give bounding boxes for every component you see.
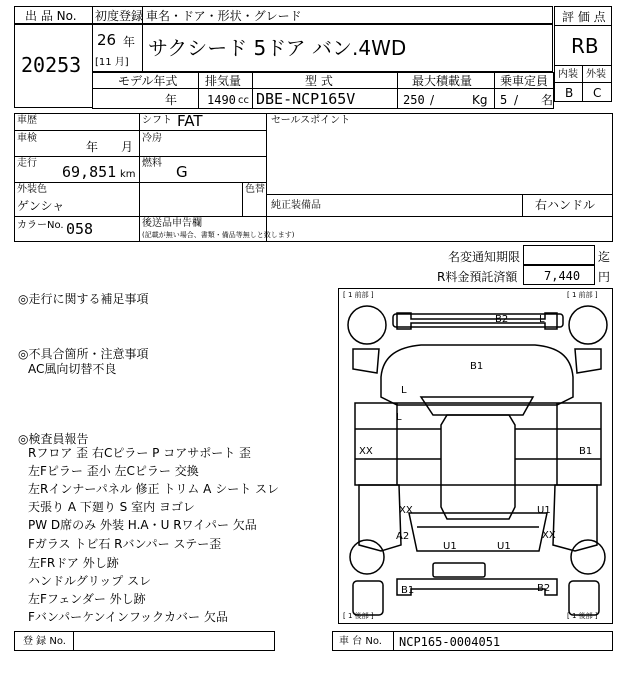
roof-shape: [441, 415, 515, 519]
sales-point-label: セールスポイント: [271, 115, 351, 126]
color-value: ゲンシャ: [17, 199, 65, 213]
defect-line: AC風向切替不良: [28, 362, 117, 376]
genuine-label: 純正装備品: [271, 200, 321, 211]
displacement-unit: cc: [238, 95, 249, 106]
capacity-label: 乗車定員: [500, 74, 549, 88]
inspector-line: 左Fピラー 歪小 左Cピラー 交換: [28, 464, 199, 478]
inspector-line: 左FRドア 外し跡: [28, 556, 119, 570]
chassis-label-cell: [332, 631, 394, 651]
inspector-line: ハンドルグリップ スレ: [28, 574, 152, 588]
mark-l-left1: L: [401, 385, 407, 396]
inspection-year-unit: 年: [86, 140, 99, 154]
corner-label-front-left: [ 1 前部 ]: [343, 291, 374, 299]
rear-bumper-shape: [397, 579, 557, 595]
fee-unit: 円: [598, 270, 611, 284]
reg-month: [11 月]: [95, 57, 129, 68]
vehicle-name: サクシード 5ドア バン.4WD: [148, 36, 407, 60]
inspector-line: Fガラス トビ石 Rバンパー ステー歪: [28, 537, 222, 551]
lot-number: 20253: [21, 53, 82, 77]
interior-grade: B: [565, 86, 574, 100]
mark-xx-lower-right: XX: [542, 530, 556, 541]
name-label: 車名・ドア・形状・グレード: [146, 9, 302, 23]
reg-no-label-cell: [14, 631, 74, 651]
chassis-number: NCP165-0004051: [399, 635, 501, 649]
fuel-label: 燃料: [142, 158, 162, 169]
capacity-value: 5: [500, 93, 508, 107]
displacement-value: 1490: [207, 93, 236, 107]
inspector-line: Rフロア 歪 右Cピラー P コアサポート 歪: [28, 446, 252, 460]
history-label: 車歴: [17, 115, 37, 126]
color-change-label: 色替: [245, 184, 265, 195]
score-label: 評 価 点: [562, 10, 606, 24]
reg-date-cell: [92, 24, 143, 72]
capacity-slash: /: [514, 93, 519, 107]
name-label-cell: [142, 6, 553, 24]
inspector-line: PW D席のみ 外装 H.A・U Rワイパー 欠品: [28, 518, 257, 532]
capacity-unit: 名: [541, 93, 554, 107]
front-right-wheel: [569, 306, 607, 344]
mileage-value: 69,851: [62, 163, 117, 181]
mark-u1-rear-right: U1: [497, 541, 511, 552]
mark-xx-lower-left: XX: [399, 505, 413, 516]
max-load-value: 250: [403, 93, 425, 107]
reg-year: 26: [97, 31, 117, 49]
mark-u1-rear-left: U1: [443, 541, 457, 552]
front-left-wheel: [348, 306, 386, 344]
lot-label: 出 品 No.: [25, 9, 77, 23]
displacement-label: 排気量: [205, 74, 242, 88]
defects-title: ◎不具合箇所・注意事項: [18, 347, 149, 361]
car-diagram-frame: [338, 288, 613, 624]
inspector-line: 天張り A 下廻り S 室内 ヨゴレ: [28, 500, 195, 514]
type-label: 型 式: [305, 74, 333, 88]
shift-value: FAT: [177, 112, 203, 130]
interior-grade-cell: [554, 82, 583, 102]
exterior-grade: C: [593, 86, 602, 100]
corner-label-rear-right: [ 1 後部 ]: [567, 612, 598, 620]
max-load-label: 最大積載量: [412, 74, 473, 88]
lot-label-cell: [14, 6, 93, 24]
mark-u1-lower-right: U1: [537, 505, 551, 516]
type-value: DBE-NCP165V: [256, 90, 356, 108]
chassis-field: [393, 631, 613, 651]
mark-xx-left: XX: [359, 446, 373, 457]
interior-label-cell: [554, 65, 583, 83]
deadline-label: 名変通知期限: [448, 250, 521, 264]
mark-b2-bottom: B2: [537, 583, 551, 594]
model-year-label: モデル年式: [118, 74, 178, 88]
exterior-label: 外装: [586, 69, 606, 80]
corner-label-rear-left: [ 1 後部 ]: [343, 612, 374, 620]
deadline-unit: 迄: [598, 250, 611, 264]
color-no-label: カラーNo.: [17, 220, 64, 231]
handle-value: 右ハンドル: [535, 198, 596, 212]
exterior-label-cell: [582, 65, 612, 83]
color-no-value: 058: [66, 220, 94, 238]
fee-label: R料金預託済額: [437, 270, 518, 284]
reg-year-unit: 年: [123, 35, 136, 49]
mark-b2-top: B2: [495, 314, 509, 325]
inspector-line: 左Rインナーパネル 修正 トリム A シート スレ: [28, 482, 280, 496]
color-label: 外装色: [17, 184, 47, 195]
reg-no-label: 登 録 No.: [23, 636, 66, 647]
fee-field: [523, 265, 595, 285]
lot-number-cell: [14, 24, 93, 108]
mark-a2: A2: [396, 531, 410, 542]
mileage-label: 走行: [17, 158, 37, 169]
reg-label: 初度登録: [95, 9, 144, 23]
tax-note: (記載が無い場合、書類・備品等無しと致します): [142, 231, 295, 239]
max-load-slash: /: [430, 93, 435, 107]
interior-label: 内装: [558, 69, 578, 80]
inspector-line: 左Fフェンダー 外し跡: [28, 592, 146, 606]
reg-no-field: [73, 631, 275, 651]
fee-value: 7,440: [544, 269, 581, 283]
ac-label: 冷房: [142, 133, 162, 144]
vehicle-name-cell: [142, 24, 553, 72]
mark-b1-bottom: B1: [401, 585, 415, 596]
max-load-unit: Kg: [472, 93, 488, 107]
mark-l-top: L: [539, 314, 545, 325]
fuel-value: G: [176, 163, 188, 181]
deadline-field: [523, 245, 595, 265]
model-year-unit: 年: [165, 93, 178, 107]
hood-shape: [381, 345, 573, 405]
mileage-unit: km: [120, 169, 136, 180]
inspector-title: ◎検査員報告: [18, 432, 89, 446]
rear-left-wheel: [350, 540, 384, 574]
inspector-line: Fバンパーケンインフックカバー 欠品: [28, 610, 228, 624]
corner-label-front-right: [ 1 前部 ]: [567, 291, 598, 299]
car-diagram: [339, 289, 612, 623]
score-cell: [554, 25, 612, 66]
inspection-label: 車検: [17, 133, 37, 144]
supplement-title: ◎走行に関する補足事項: [18, 292, 149, 306]
rear-right-wheel: [571, 540, 605, 574]
reg-label-cell: [92, 6, 143, 24]
score-label-cell: [554, 6, 612, 26]
score-value: RB: [571, 34, 599, 58]
mark-b1-right: B1: [579, 446, 593, 457]
tax-label: 後送品申告欄: [142, 218, 202, 229]
mark-l-left2: L: [396, 412, 402, 423]
mark-b1-hood: B1: [470, 361, 484, 372]
inspection-month-unit: 月: [121, 140, 134, 154]
shift-label: シフト: [142, 115, 172, 126]
exterior-grade-cell: [582, 82, 612, 102]
chassis-label: 車 台 No.: [339, 636, 382, 647]
